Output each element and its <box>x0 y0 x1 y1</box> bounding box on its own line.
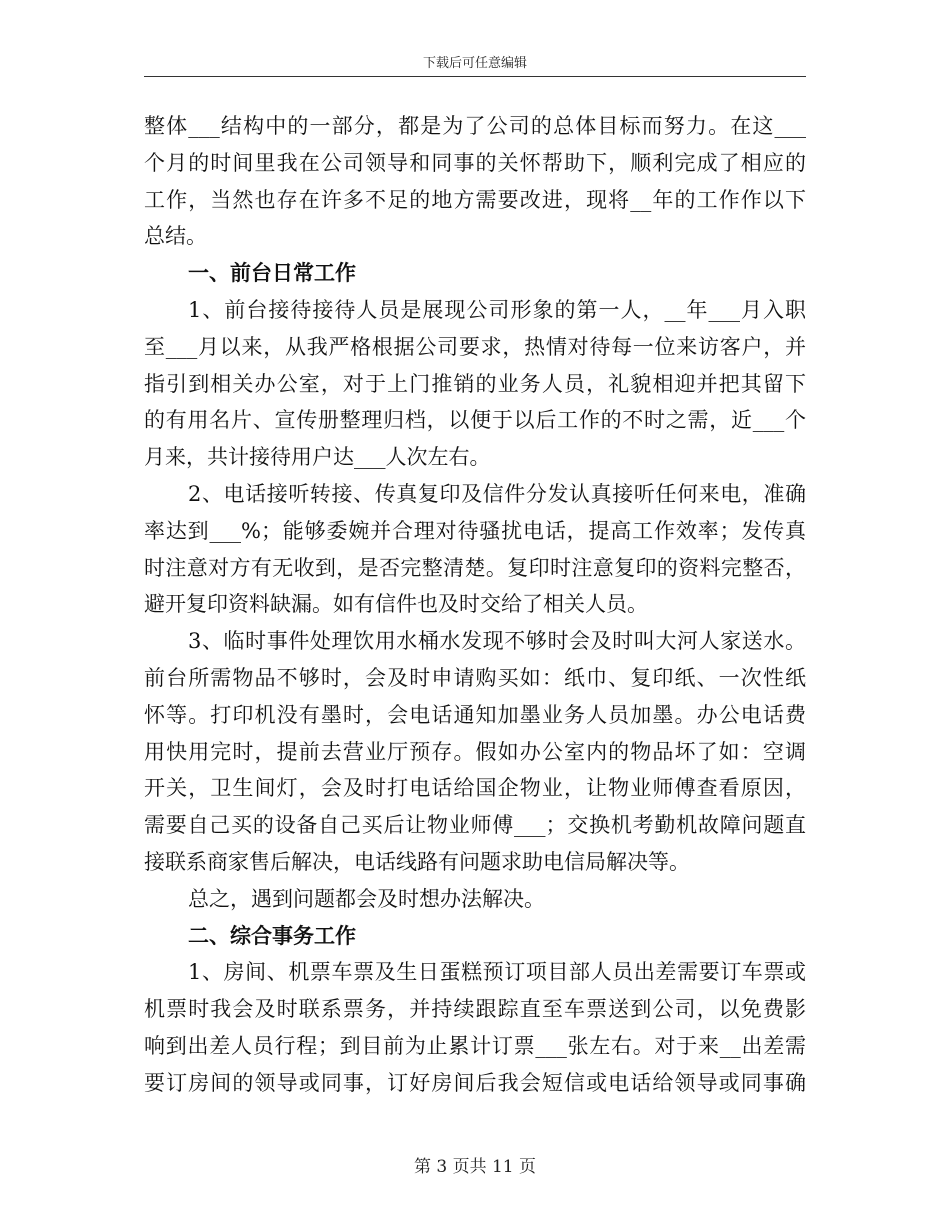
page-header: 下载后可任意编辑 <box>422 56 527 71</box>
text-line: 总之，遇到问题都会及时想办法解决。 <box>188 886 545 911</box>
text-line: 1、房间、机票车票及生日蛋糕预订项目部人员出差需要订车票或 <box>188 960 806 985</box>
text-line: 整体___结构中的一部分，都是为了公司的总体目标而努力。在这___ <box>144 114 806 138</box>
text-line: 3、临时事件处理饮用水桶水发现不够时会及时叫大河人家送水。 <box>188 629 806 654</box>
text-line: 怀等。打印机没有墨时，会电话通知加墨业务人员加墨。办公电话费 <box>144 702 806 727</box>
text-line: 避开复印资料缺漏。如有信件也及时交给了相关人员。 <box>144 592 648 617</box>
text-line: 总结。 <box>144 224 207 249</box>
text-line: 用快用完时，提前去营业厅预存。假如办公室内的物品坏了如：空调 <box>144 739 806 764</box>
text-line: 需要自己买的设备自己买后让物业师傅___；交换机考勤机故障问题直 <box>144 813 806 838</box>
section-heading-1: 一、前台日常工作 <box>188 260 356 286</box>
text-line: 响到出差人员行程；到目前为止累计订票___张左右。对于来__出差需 <box>144 1033 806 1058</box>
text-line: 至___月以来，从我严格根据公司要求，热情对待每一位来访客户，并 <box>144 334 806 359</box>
text-line: 月来，共计接待用户达___人次左右。 <box>144 445 491 470</box>
section-heading-2: 二、综合事务工作 <box>188 922 356 948</box>
text-line: 时注意对方有无收到，是否完整清楚。复印时注意复印的资料完整否， <box>144 555 806 580</box>
text-line: 的有用名片、宣传册整理归档，以便于以后工作的不时之需，近___个 <box>144 408 806 433</box>
text-line: 前台所需物品不够时，会及时申请购买如：纸巾、复印纸、一次性纸 <box>144 665 806 690</box>
text-line: 2、电话接听转接、传真复印及信件分发认真接听任何来电，准确 <box>188 481 806 506</box>
text-line: 开关，卫生间灯，会及时打电话给国企物业，让物业师傅查看原因， <box>144 776 806 801</box>
page-number: 第 3 页共 11 页 <box>413 1157 537 1177</box>
text-line: 率达到___%；能够委婉并合理对待骚扰电话，提高工作效率；发传真 <box>144 518 806 543</box>
text-line: 要订房间的领导或同事，订好房间后我会短信或电话给领导或同事确 <box>144 1070 806 1095</box>
text-line: 指引到相关办公室，对于上门推销的业务人员，礼貌相迎并把其留下 <box>144 371 806 396</box>
text-line: 机票时我会及时联系票务，并持续跟踪直至车票送到公司，以免费影 <box>144 997 806 1022</box>
text-line: 接联系商家售后解决，电话线路有问题求助电信局解决等。 <box>144 849 690 874</box>
header-rule <box>144 76 806 77</box>
text-line: 1、前台接待接待人员是展现公司形象的第一人，__年___月入职 <box>188 297 806 322</box>
document-body <box>144 108 806 1102</box>
text-line: 工作，当然也存在许多不足的地方需要改进，现将__年的工作作以下 <box>144 187 806 212</box>
text-line: 个月的时间里我在公司领导和同事的关怀帮助下，顺利完成了相应的 <box>144 150 806 175</box>
